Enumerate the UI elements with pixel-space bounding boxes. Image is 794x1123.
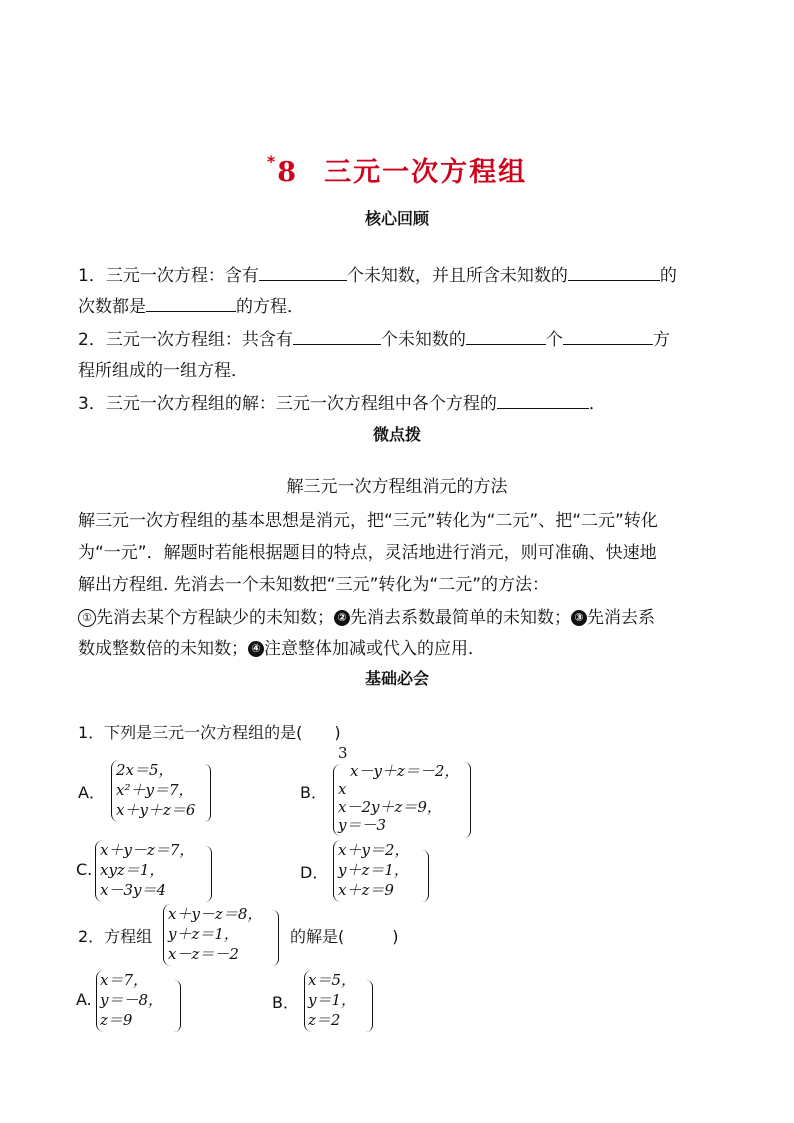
review-q1-line1 — [78, 261, 677, 286]
review-text: 1．三元一次方程：含有 — [78, 266, 259, 286]
equation: xyz＝1， — [100, 861, 165, 879]
fraction-denominator: x — [338, 780, 347, 798]
section-review: 核心回顾 — [364, 209, 429, 228]
review-text: 3．三元一次方程组的解：三元一次方程组中各个方程的 — [78, 394, 497, 414]
equation: x－3y＝4 — [100, 881, 167, 899]
tips-text: 数成整数倍的未知数； — [78, 639, 248, 659]
right-brace-icon — [174, 980, 181, 1032]
tips-text: 先消去某个方程缺少的未知数； — [96, 608, 334, 628]
option-d-label[interactable]: D． — [300, 863, 329, 882]
blank[interactable] — [563, 327, 653, 345]
equation: z＝9 — [100, 1011, 133, 1029]
page-title — [0, 150, 794, 189]
blank[interactable] — [259, 263, 347, 281]
tips-para-5 — [78, 634, 485, 659]
right-brace-icon — [464, 762, 471, 838]
equation: x－z＝－2 — [168, 945, 239, 963]
blank[interactable] — [466, 327, 546, 345]
option-2a-label[interactable]: A. — [76, 990, 92, 1009]
title-text: 三元一次方程组 — [324, 157, 528, 188]
review-text: 个未知数的 — [380, 330, 466, 350]
blank[interactable] — [568, 263, 660, 281]
review-q2-line2: 程所组成的一组方程． — [78, 361, 248, 381]
tips-para-1: 解三元一次方程组的基本思想是消元，把“三元”转化为“二元”、把“二元”转化 — [78, 511, 658, 531]
review-text: ． — [588, 394, 606, 414]
tips-para-4 — [78, 603, 655, 628]
option-2b-label[interactable]: B． — [272, 993, 299, 1012]
option-b-label[interactable]: B． — [300, 783, 327, 802]
equation: y＝1， — [308, 991, 357, 1009]
blank[interactable] — [146, 294, 236, 312]
review-q3 — [78, 389, 606, 414]
review-text: 的方程． — [236, 297, 304, 317]
equation: x＋y－z＝7， — [100, 841, 195, 859]
tips-para-3: 解出方程组. 先消去一个未知数把“三元”转化为“二元”的方法： — [78, 575, 550, 595]
review-text: 2．三元一次方程组：共含有 — [78, 330, 293, 350]
blank[interactable] — [293, 327, 381, 345]
review-text: 个 — [545, 330, 563, 350]
equation: x＋z＝9 — [338, 881, 394, 899]
equation: x²＋y＝7， — [116, 781, 194, 799]
right-brace-icon — [205, 846, 212, 902]
option-2b-system[interactable] — [308, 970, 356, 1030]
option-d-system[interactable] — [338, 840, 409, 900]
equation: y＝－3 — [338, 816, 387, 834]
circled-three-icon: ③ — [571, 610, 587, 626]
section-tips: 微点拨 — [372, 425, 421, 444]
equation: x＋y＝2， — [338, 841, 410, 859]
exercise-2-question-a: 2．方程组 — [78, 927, 153, 946]
right-brace-icon — [272, 910, 279, 966]
right-brace-icon — [366, 980, 373, 1032]
review-text: 方 — [652, 330, 670, 350]
review-text: 次数都是 — [78, 297, 146, 317]
circled-one-icon: ① — [78, 609, 96, 627]
equation: y＋z＝1， — [168, 925, 239, 943]
blank[interactable] — [497, 391, 589, 409]
equation: x＋y＋z＝6 — [116, 801, 196, 819]
option-c-label[interactable]: C. — [76, 860, 93, 879]
tips-text: 先消去系 — [587, 608, 655, 628]
exercise-1-question: 1．下列是三元一次方程组的是( ) — [78, 723, 341, 742]
exercise-2-system — [168, 904, 262, 964]
equation: y＝－8， — [100, 991, 164, 1009]
equation: x＝5， — [308, 971, 357, 989]
equation: x＋y－z＝8， — [168, 905, 263, 923]
fraction-numerator: 3 — [338, 744, 348, 762]
review-text: 个未知数，并且所含未知数的 — [346, 266, 568, 286]
option-2a-system[interactable] — [100, 970, 163, 1030]
option-a-label[interactable]: A． — [78, 783, 105, 802]
tips-text: 先消去系数最简单的未知数； — [350, 608, 571, 628]
equation: x＝7， — [100, 971, 149, 989]
equation: x－2y＋z＝9， — [338, 798, 442, 816]
title-star: * — [266, 152, 278, 171]
right-brace-icon — [422, 850, 429, 902]
option-b-system[interactable] — [338, 744, 459, 834]
option-a-system[interactable] — [116, 760, 195, 820]
equation: 2x＝5， — [116, 761, 174, 779]
right-brace-icon — [204, 764, 211, 822]
equation: y＋z＝1， — [338, 861, 409, 879]
circled-four-icon: ④ — [248, 641, 264, 657]
review-q2-line1 — [78, 325, 670, 350]
review-q1-line2 — [78, 292, 304, 317]
circled-two-icon: ② — [334, 610, 350, 626]
section-basic: 基础必会 — [364, 669, 429, 688]
equation: x－y＋z＝－2， — [350, 762, 460, 780]
review-text: 的 — [659, 266, 677, 286]
tips-para-2: 为“一元”．解题时若能根据题目的特点，灵活地进行消元，则可准确、快速地 — [78, 543, 657, 563]
equation: z＝2 — [308, 1011, 341, 1029]
tips-text: 注意整体加减或代入的应用． — [264, 639, 485, 659]
title-number: 8 — [277, 157, 299, 188]
exercise-2-question-b: 的解是( ) — [290, 927, 399, 946]
option-c-system[interactable] — [100, 840, 194, 900]
tips-subtitle: 解三元一次方程组消元的方法 — [286, 477, 508, 497]
